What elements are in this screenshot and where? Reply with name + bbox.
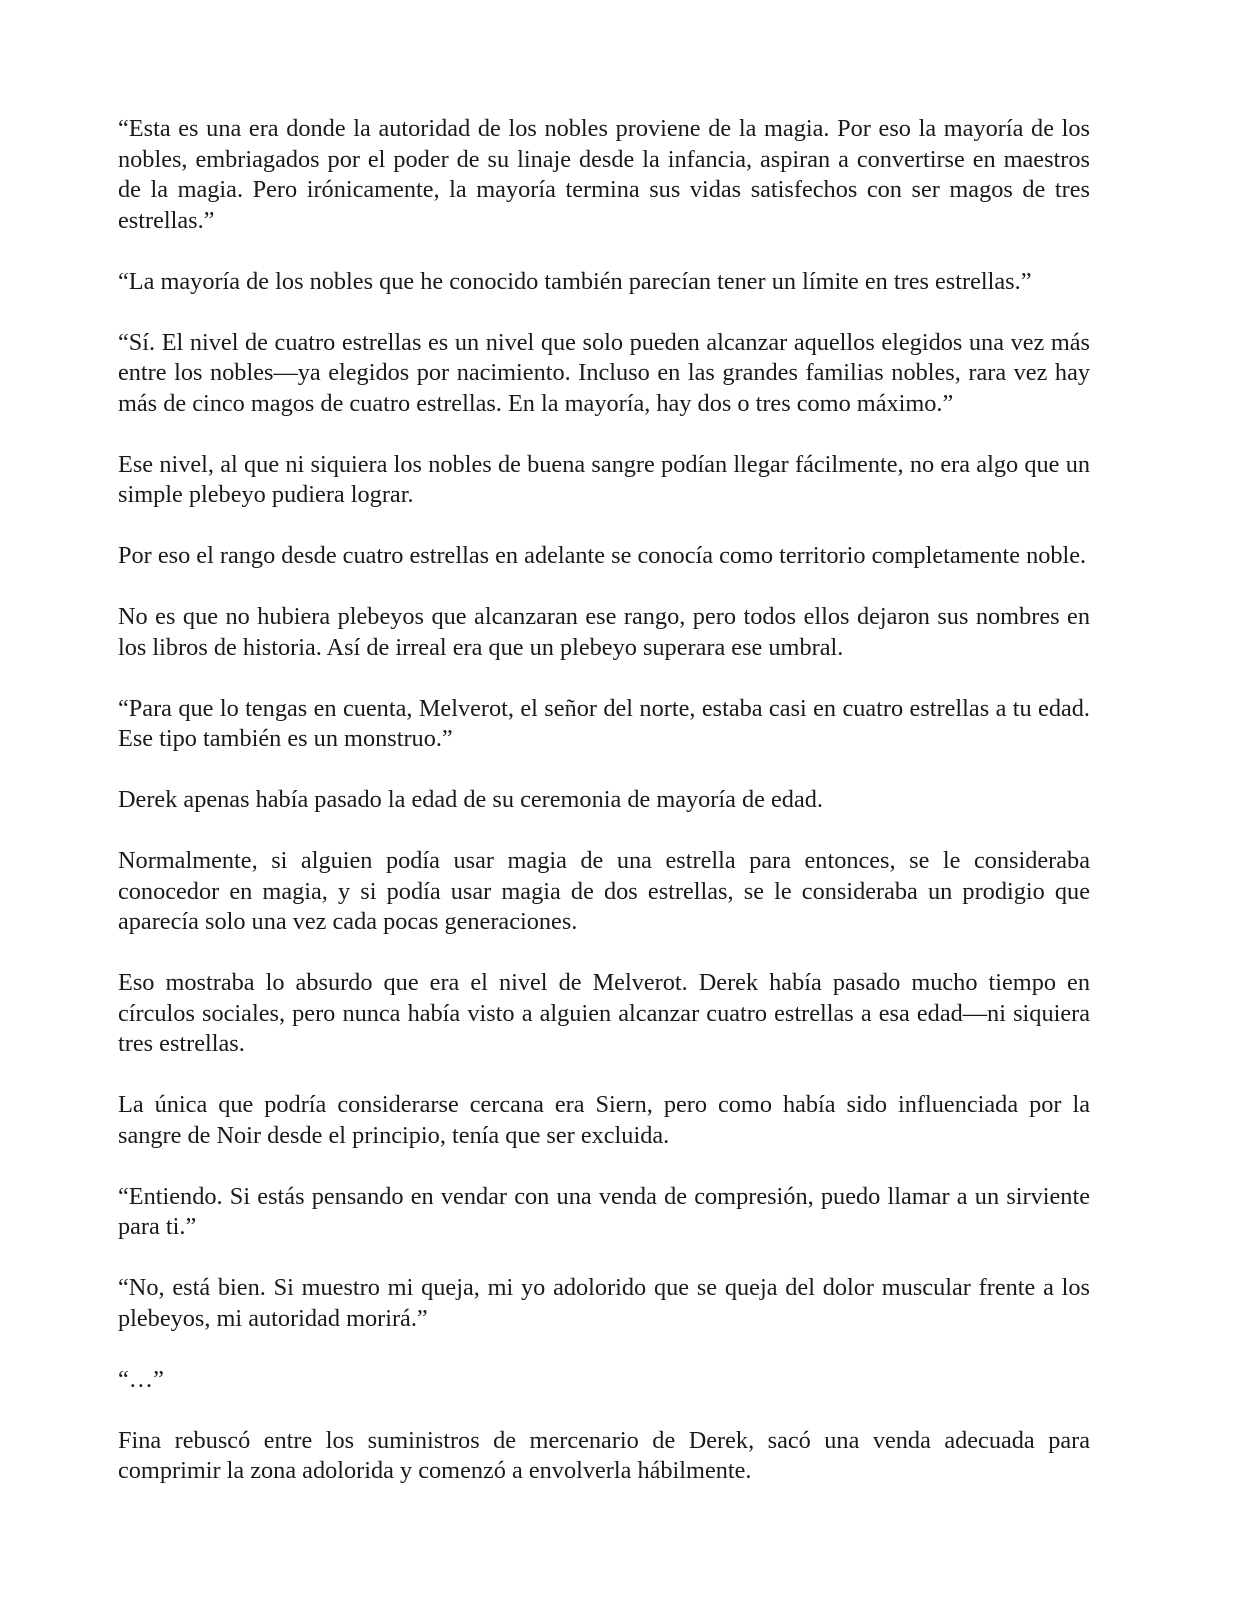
paragraph: No es que no hubiera plebeyos que alcanzaran ese rango, pero todos ellos dejaron sus nombres en los libros de historia. Así de irreal era que un plebeyo superara ese umbral. [118, 603, 1090, 661]
paragraph: Fina rebuscó entre los suministros de mercenario de Derek, sacó una venda adecuada para comprimir la zona adolorida y comenzó a envolverla hábilmente. [118, 1426, 1090, 1484]
paragraph: Normalmente, si alguien podía usar magia de una estrella para entonces, se le consideraba conocedor en magia, y si podía usar magia de dos estrellas, se le consideraba un prodigio que aparecía solo una vez cada pocas generaciones. [118, 847, 1090, 935]
paragraph: Derek apenas había pasado la edad de su ceremonia de mayoría de edad. [118, 786, 823, 813]
paragraph: “La mayoría de los nobles que he conocido también parecían tener un límite en tres estrellas.” [118, 267, 1032, 295]
paragraph: “…” [118, 1365, 164, 1393]
paragraph: La única que podría considerarse cercana era Siern, pero como había sido influenciada por la sangre de Noir desde el principio, tenía que ser excluida. [118, 1091, 1090, 1149]
paragraph: “Sí. El nivel de cuatro estrellas es un nivel que solo pueden alcanzar aquellos elegidos una vez más entre los nobles—ya elegidos por nacimiento. Incluso en las grandes familias nobles, rara vez hay más de cinco magos de cuatro estrellas. En la mayoría, hay dos o tres como máximo.” [118, 328, 1090, 417]
paragraph: “Entiendo. Si estás pensando en vendar con una venda de compresión, puedo llamar a un sirviente para ti.” [118, 1182, 1090, 1240]
paragraph: “Para que lo tengas en cuenta, Melverot, el señor del norte, estaba casi en cuatro estrellas a tu edad. Ese tipo también es un monstruo.” [118, 694, 1090, 752]
paragraph: “No, está bien. Si muestro mi queja, mi yo adolorido que se queja del dolor muscular frente a los plebeyos, mi autoridad morirá.” [118, 1274, 1090, 1332]
paragraph: Ese nivel, al que ni siquiera los nobles de buena sangre podían llegar fácilmente, no era algo que un simple plebeyo pudiera lograr. [118, 450, 1090, 508]
paragraph: “Esta es una era donde la autoridad de los nobles proviene de la magia. Por eso la mayoría de los nobles, embriagados por el poder de su linaje desde la infancia, aspiran a convertirse en maestros de la magia. Pero irónicamente, la mayoría termina sus vidas satisfechos con ser magos de tres estrellas.” [118, 115, 1090, 234]
document-body [118, 114, 1090, 1517]
paragraph: Eso mostraba lo absurdo que era el nivel de Melverot. Derek había pasado mucho tiempo en círculos sociales, pero nunca había visto a alguien alcanzar cuatro estrellas a esa edad—ni siquiera tres estrellas. [118, 969, 1090, 1057]
paragraph: Por eso el rango desde cuatro estrellas en adelante se conocía como territorio completamente noble. [118, 542, 1087, 569]
